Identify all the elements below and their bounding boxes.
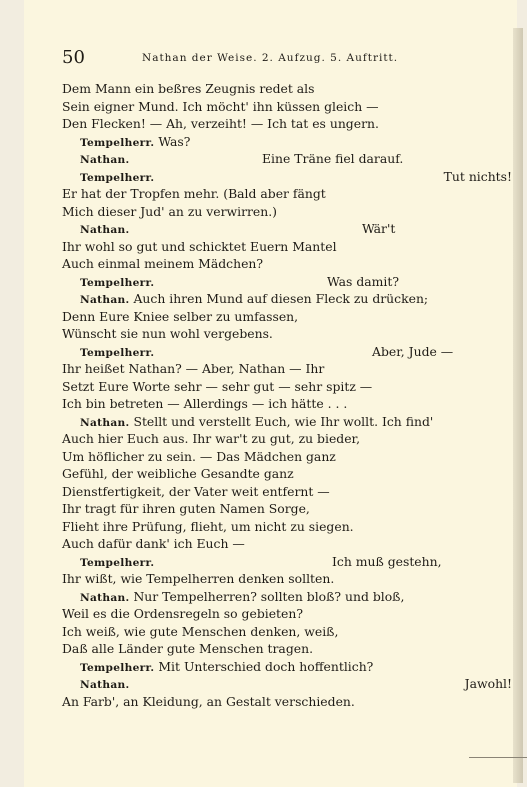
speech: Nur Tempelherren? sollten bloß? und bloß, [133, 588, 405, 604]
verse-line: Setzt Eure Worte sehr — sehr gut — sehr spitz — [62, 378, 373, 394]
page-number: 50 [62, 47, 85, 68]
dialogue-line [62, 273, 512, 291]
dialogue-line [62, 290, 512, 308]
dialogue-line [62, 675, 512, 693]
speech: Auch ihren Mund auf diesen Fleck zu drücken; [133, 291, 429, 306]
speaker-name: Nathan. [80, 679, 130, 691]
verse-line: Ich bin betreten — Allerdings — ich hätte . . . [62, 396, 348, 411]
verse-line: Ihr wißt, wie Tempelherren denken sollten. [62, 571, 335, 586]
verse-line: Weil es die Ordensregeln so gebieten? [62, 606, 303, 621]
speech: Was damit? [327, 273, 399, 289]
verse-line: Dienstfertigkeit, der Vater weit entfernt — [62, 483, 330, 499]
verse-line: Ihr tragt für ihren guten Namen Sorge, [62, 501, 310, 516]
verse-line: Ihr wohl so gut und schicktet Euern Mantel [62, 238, 337, 254]
verse-line: Ihr heißet Nathan? — Aber, Nathan — Ihr [62, 361, 325, 376]
dialogue-line [62, 413, 512, 431]
verse-line: Gefühl, der weibliche Gesandte ganz [62, 466, 294, 481]
verse-line: Den Flecken! — Ah, verzeiht! — Ich tat es ungern. [62, 116, 379, 131]
verse-line: Auch hier Euch aus. Ihr war't zu gut, zu bieder, [62, 431, 361, 446]
play-text [62, 80, 512, 710]
footer-rule [469, 757, 527, 758]
speaker-name: Nathan. [80, 224, 130, 236]
verse-line: An Farb', an Kleidung, an Gestalt verschieden. [62, 693, 355, 709]
speech: Aber, Jude — [372, 343, 454, 359]
speaker-name: Nathan. [80, 591, 130, 604]
speech: Wär't [362, 221, 396, 236]
speech: Tut nichts! [443, 168, 512, 184]
verse-line: Auch dafür dank' ich Euch — [62, 536, 245, 551]
verse-line: Er hat der Tropfen mehr. (Bald aber fängt [62, 186, 326, 201]
dialogue-line [62, 343, 512, 361]
dialogue-line [62, 220, 512, 238]
verse-line: Denn Eure Kniee selber zu umfassen, [62, 308, 299, 324]
verse-line: Mich dieser Jud' an zu verwirren.) [62, 203, 278, 219]
dialogue-line [62, 168, 512, 186]
speaker-name: Nathan. [80, 294, 130, 306]
verse-line: Auch einmal meinem Mädchen? [62, 256, 264, 271]
speech: Jawohl! [464, 676, 512, 691]
dialogue-line [62, 658, 512, 676]
page-edge [513, 28, 523, 783]
verse-line: Daß alle Länder gute Menschen tragen. [62, 641, 314, 656]
speaker-name: Tempelherr. [80, 346, 155, 359]
verse-line: Wünscht sie nun wohl vergebens. [62, 326, 273, 341]
speaker-name: Tempelherr. [80, 276, 155, 289]
speaker-name: Tempelherr. [80, 136, 155, 149]
dialogue-line [62, 150, 512, 168]
speaker-name: Nathan. [80, 154, 130, 166]
dialogue-line [62, 133, 512, 151]
verse-line: Ich weiß, wie gute Menschen denken, weiß, [62, 623, 339, 639]
speaker-name: Nathan. [80, 416, 130, 429]
speaker-name: Tempelherr. [80, 556, 155, 569]
dialogue-line [62, 553, 512, 571]
speech: Stellt und verstellt Euch, wie Ihr wollt. Ich find' [133, 413, 434, 429]
running-title: Nathan der Weise. 2. Aufzug. 5. Auftritt. [142, 52, 399, 64]
speaker-name: Tempelherr. [80, 171, 155, 184]
speech: Was? [158, 133, 191, 149]
verse-line: Dem Mann ein beßres Zeugnis redet als [62, 81, 315, 96]
speaker-name: Tempelherr. [80, 661, 155, 674]
book-page [24, 0, 517, 787]
page-header [62, 47, 509, 69]
verse-line: Um höflicher zu sein. — Das Mädchen ganz [62, 448, 336, 464]
verse-line: Flieht ihre Prüfung, flieht, um nicht zu siegen. [62, 518, 354, 534]
speech: Mit Unterschied doch hoffentlich? [158, 658, 374, 674]
speech: Eine Träne fiel darauf. [262, 151, 404, 166]
dialogue-line [62, 588, 512, 606]
verse-line: Sein eigner Mund. Ich möcht' ihn küssen gleich — [62, 98, 379, 114]
speech: Ich muß gestehn, [332, 553, 442, 569]
